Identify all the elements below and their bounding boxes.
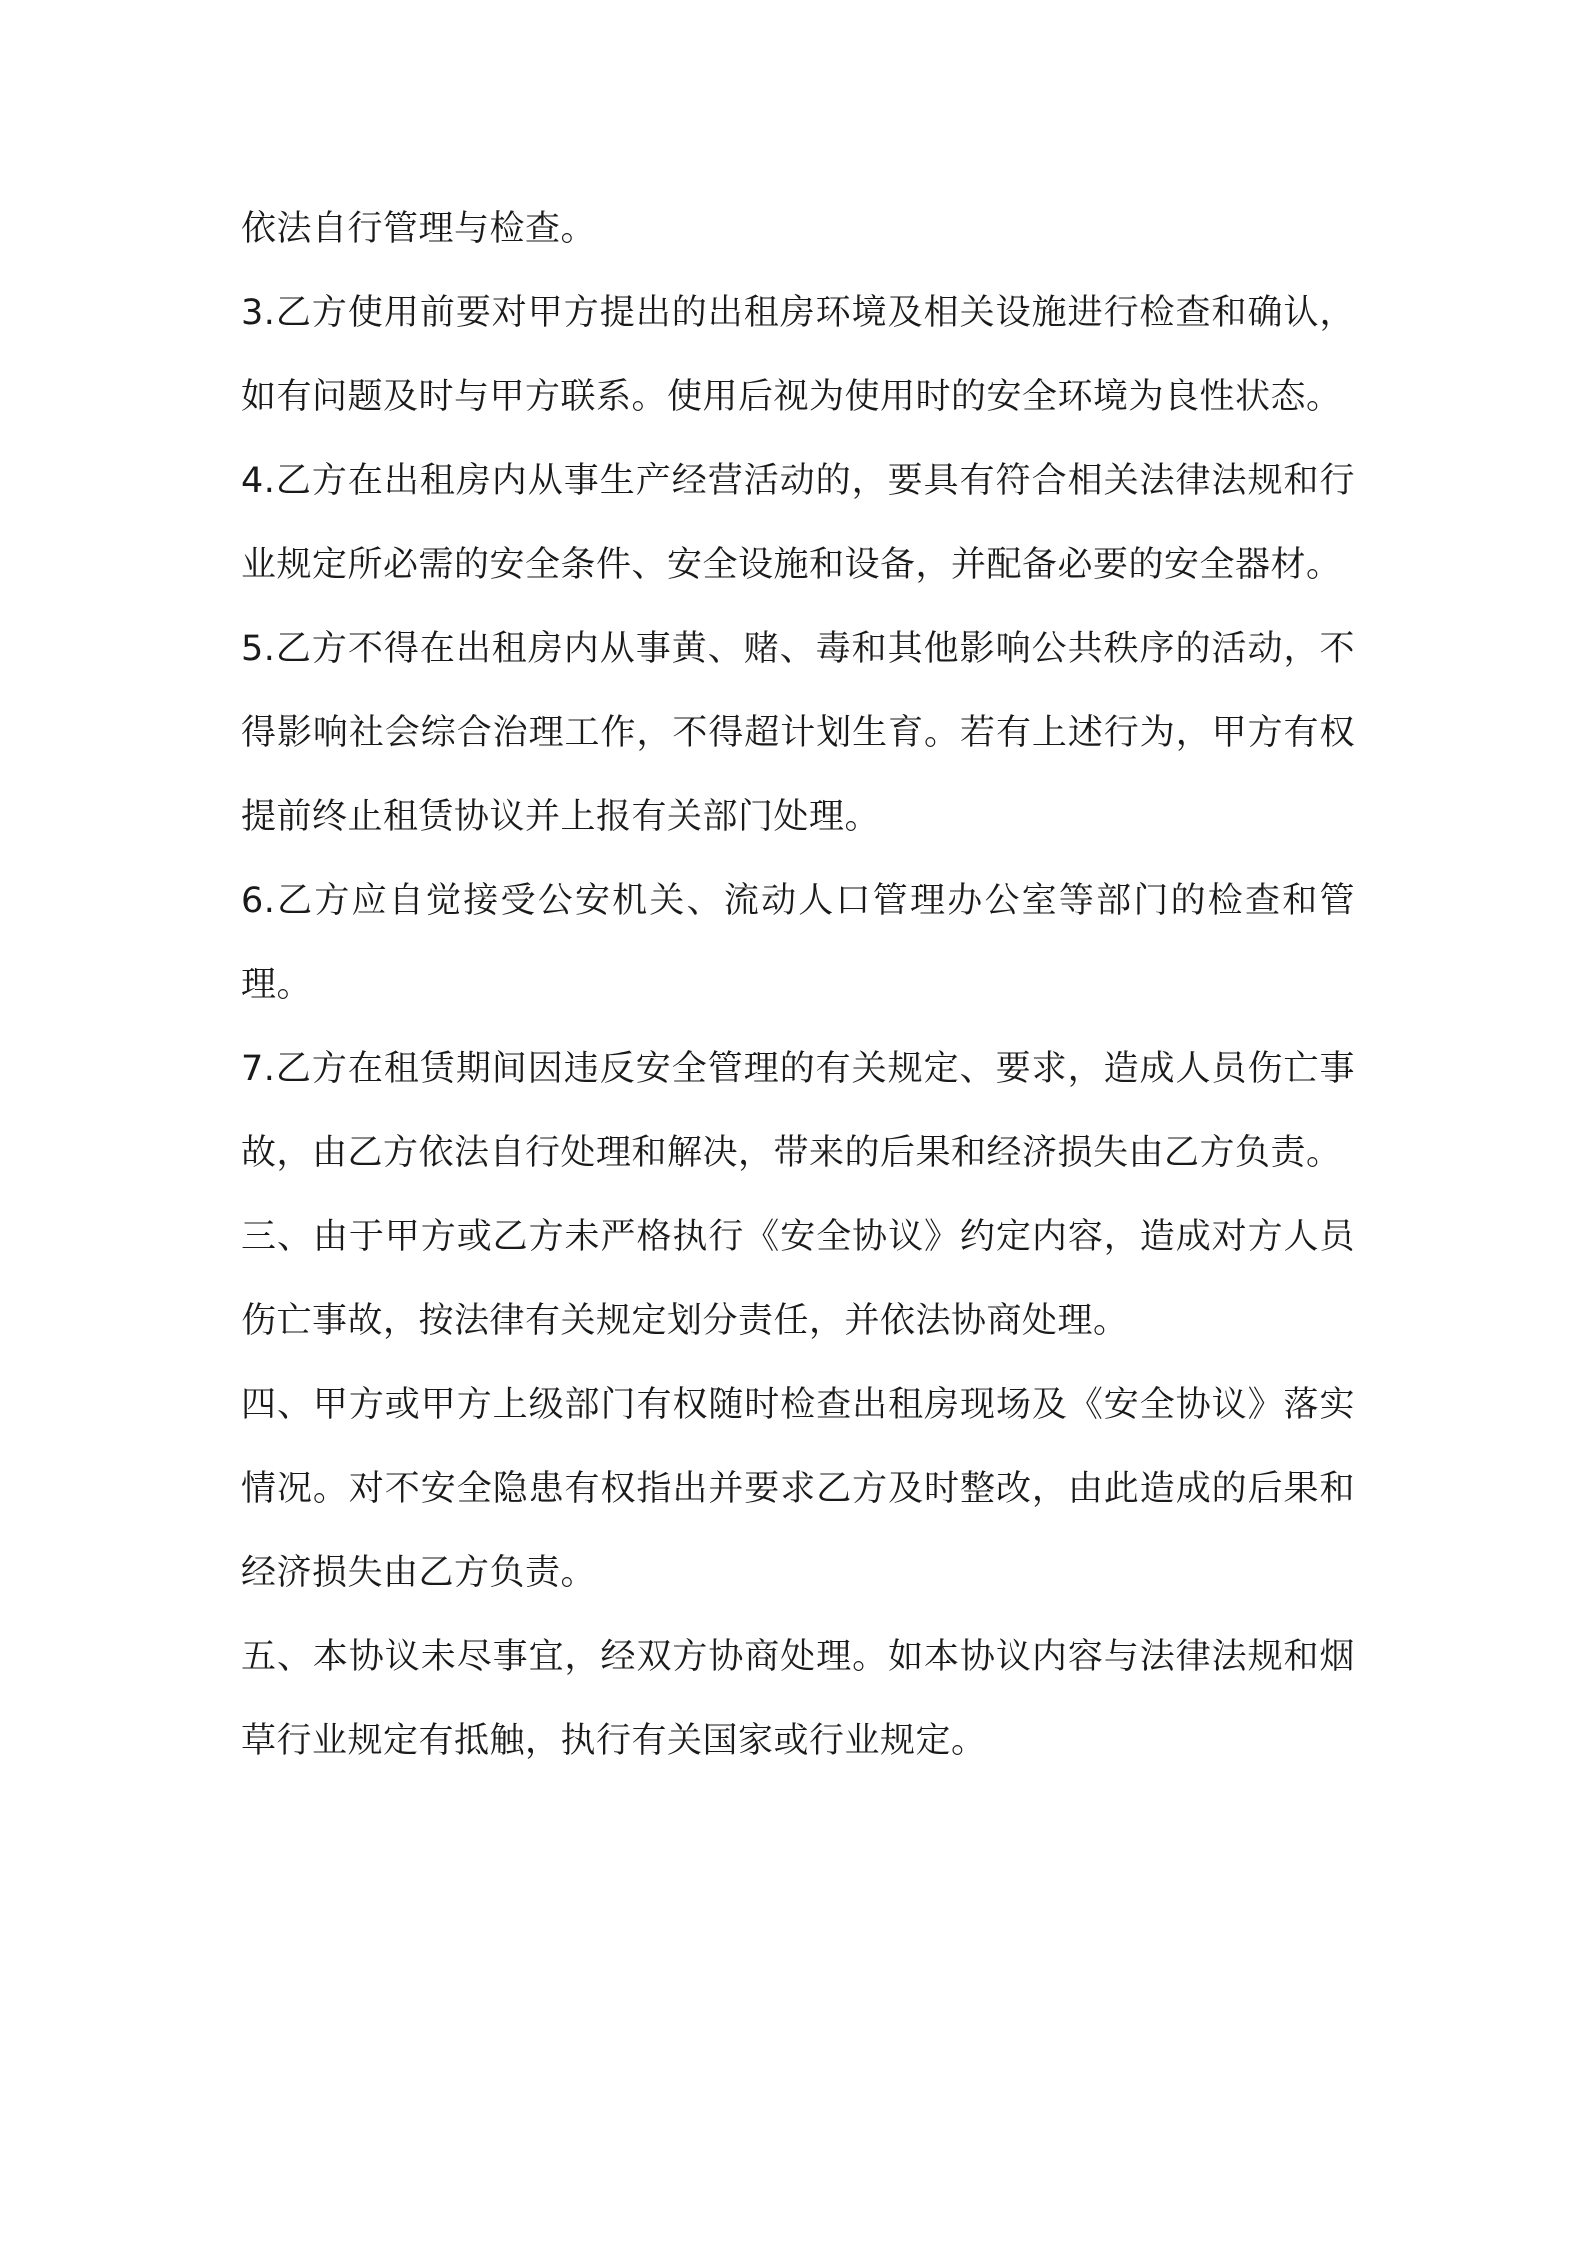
paragraph-clause-4: 4.乙方在出租房内从事生产经营活动的，要具有符合相关法律法规和行业规定所必需的安全条件、安全设施和设备，并配备必要的安全器材。 — [241, 461, 1355, 585]
paragraph-clause-5: 5.乙方不得在出租房内从事黄、赌、毒和其他影响公共秩序的活动，不得影响社会综合治理工作，不得超计划生育。若有上述行为，甲方有权提前终止租赁协议并上报有关部门处理。 — [241, 629, 1355, 837]
paragraph-clause-7: 7.乙方在租赁期间因违反安全管理的有关规定、要求，造成人员伤亡事故，由乙方依法自行处理和解决，带来的后果和经济损失由乙方负责。 — [241, 1049, 1355, 1173]
paragraph-clause-3: 3.乙方使用前要对甲方提出的出租房环境及相关设施进行检查和确认，如有问题及时与甲方联系。使用后视为使用时的安全环境为良性状态。 — [241, 293, 1355, 417]
paragraph-section-3: 三、由于甲方或乙方未严格执行《安全协议》约定内容，造成对方人员伤亡事故，按法律有关规定划分责任，并依法协商处理。 — [241, 1217, 1355, 1341]
document-body — [241, 187, 1355, 1783]
paragraph-section-5: 五、本协议未尽事宜，经双方协商处理。如本协议内容与法律法规和烟草行业规定有抵触，执行有关国家或行业规定。 — [241, 1637, 1355, 1761]
paragraph-clause-6: 6.乙方应自觉接受公安机关、流动人口管理办公室等部门的检查和管理。 — [241, 881, 1355, 1005]
paragraph-section-4: 四、甲方或甲方上级部门有权随时检查出租房现场及《安全协议》落实情况。对不安全隐患有权指出并要求乙方及时整改，由此造成的后果和经济损失由乙方负责。 — [241, 1385, 1355, 1593]
paragraph-continuation: 依法自行管理与检查。 — [241, 209, 597, 249]
